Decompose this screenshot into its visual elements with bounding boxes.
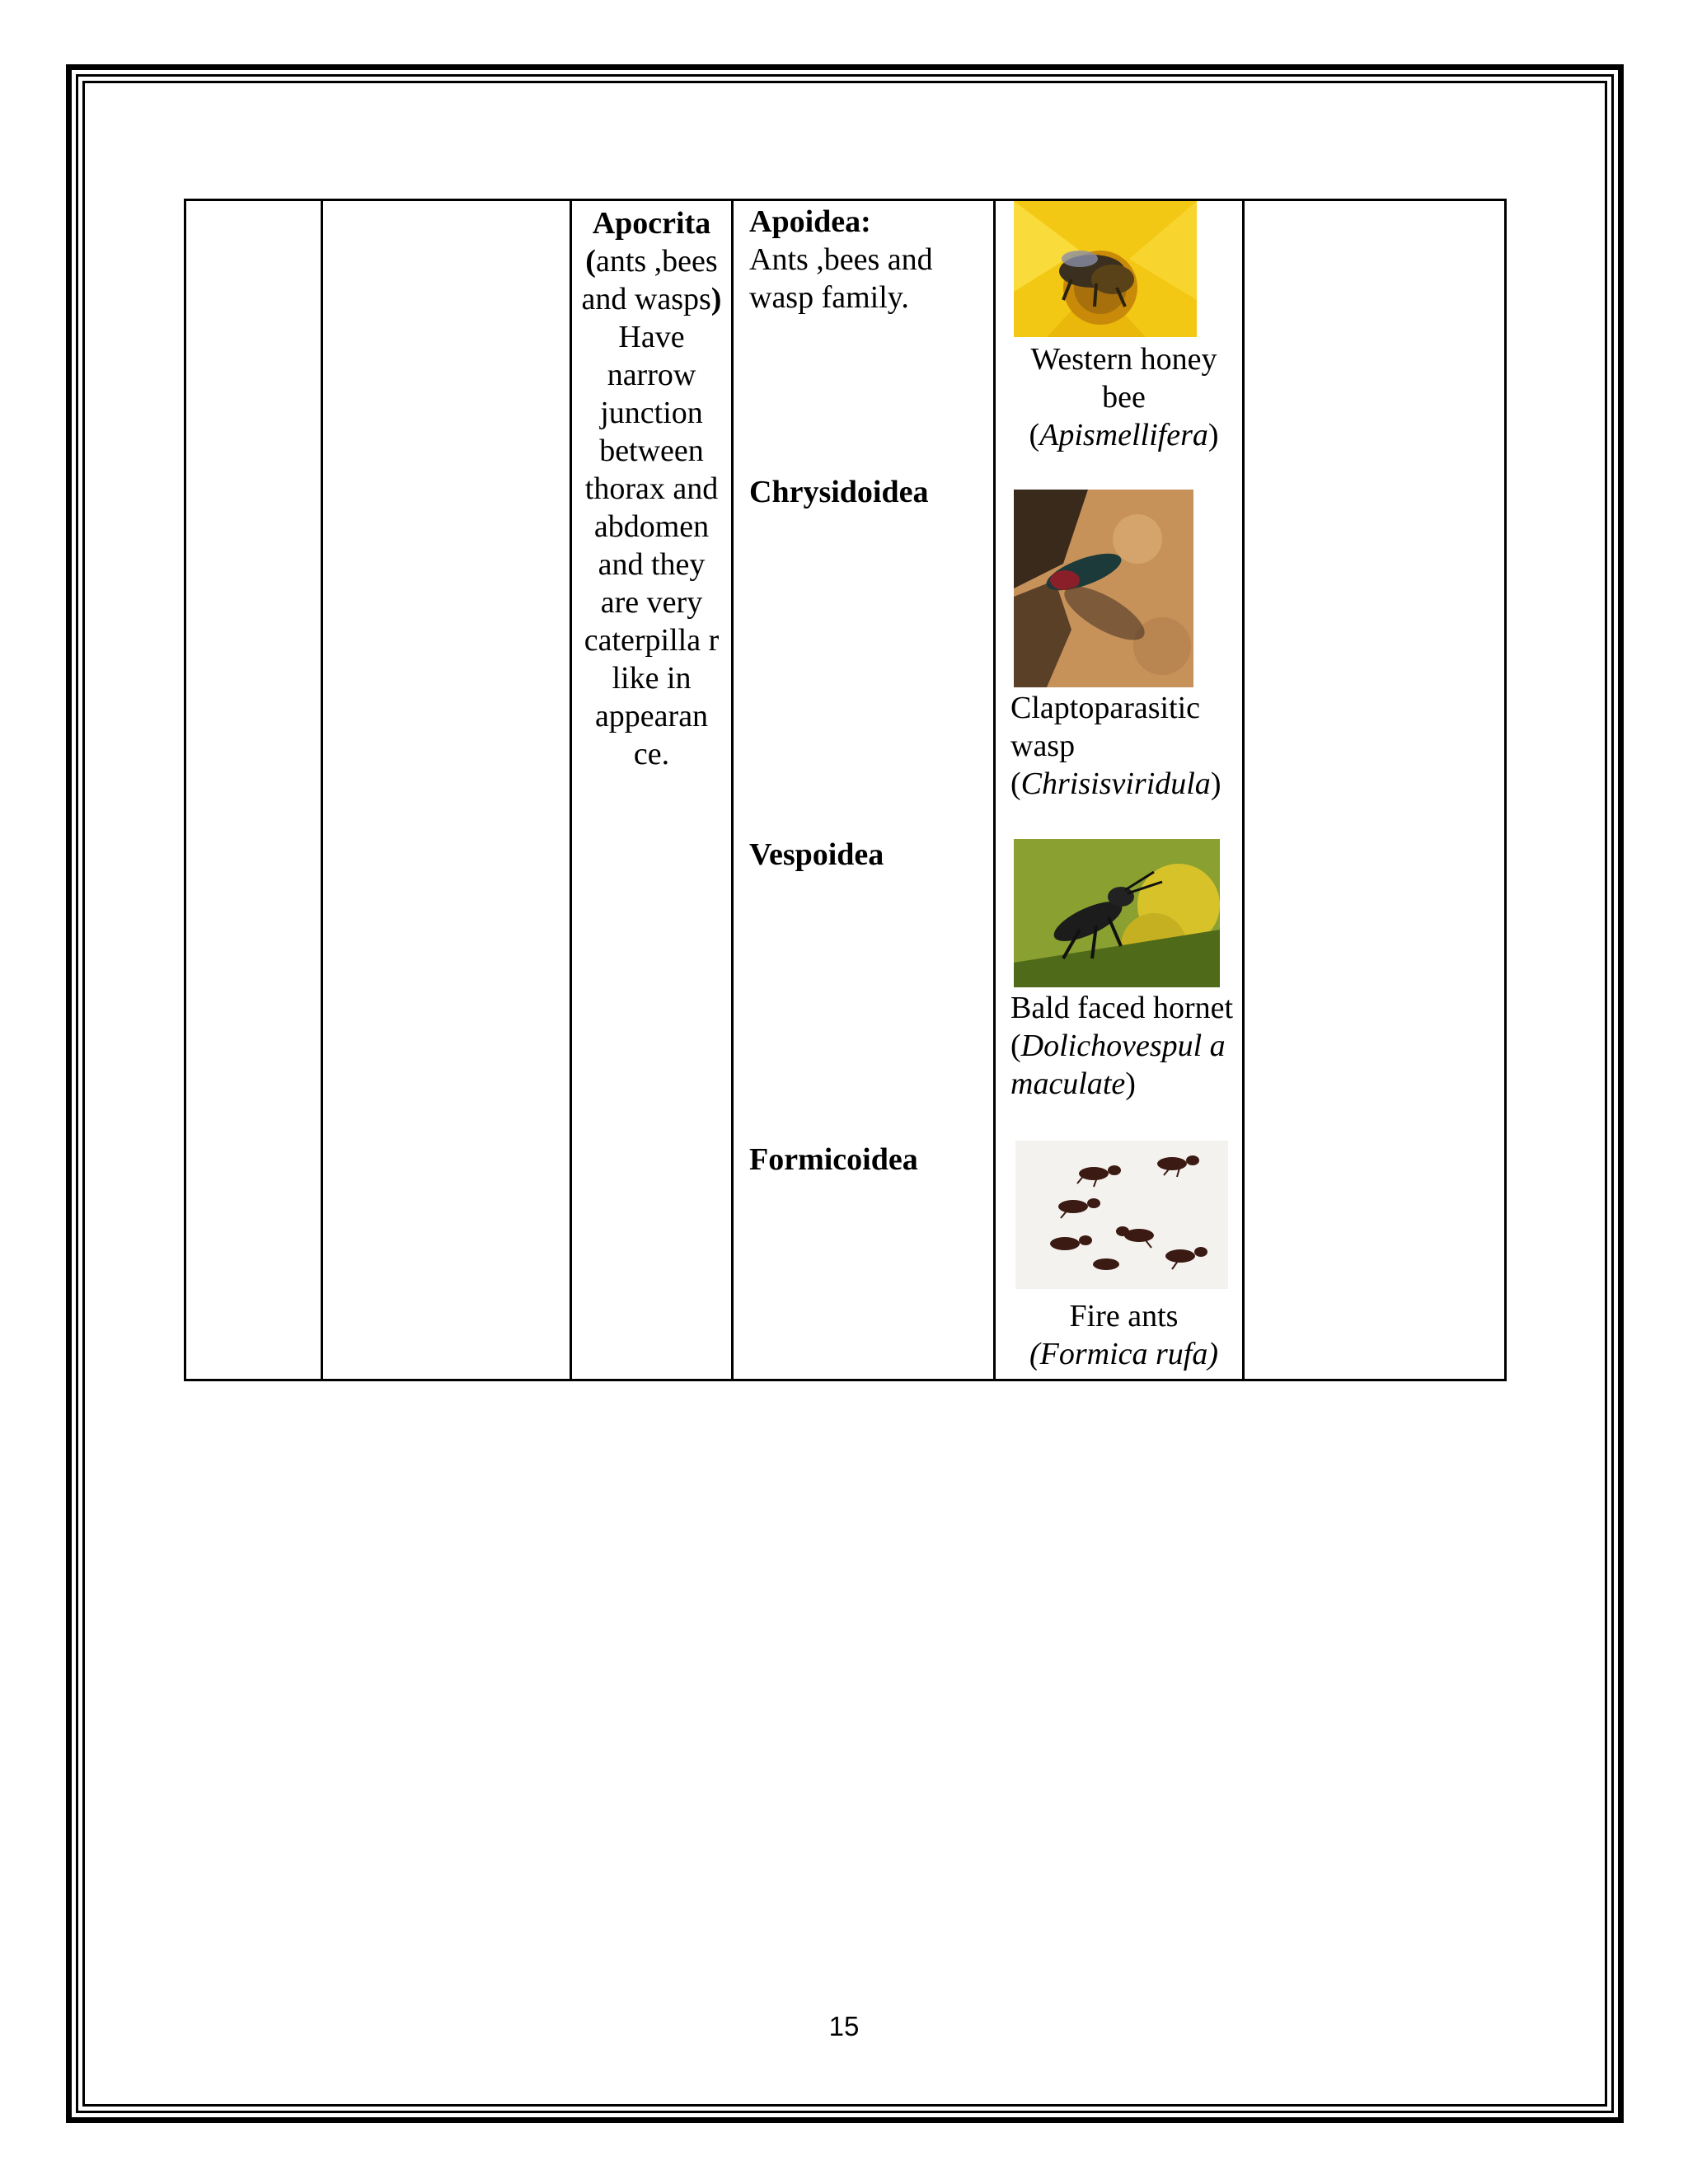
species-wasp <box>1010 490 1237 803</box>
species-latin-name: (Chrisisviridula) <box>1010 766 1221 801</box>
fire-ants-photo <box>1015 1141 1228 1289</box>
species-common-name: Fire ants <box>1069 1299 1179 1333</box>
species-fire-ants <box>1010 1141 1237 1373</box>
page-number: 15 <box>828 2011 860 2041</box>
suborder-description: Have narrow junction between thorax and abdomen and they are very caterpilla r like in appearan ce. <box>584 320 720 771</box>
species-common-name: Western honey bee <box>1030 342 1217 415</box>
superfamily-vespoidea: Vespoidea <box>749 837 884 872</box>
superfamily-chrysidoidea: Chrysidoidea <box>749 475 929 509</box>
superfamily-description: Ants ,bees and wasp family. <box>749 242 933 315</box>
taxonomy-table <box>184 199 1507 1381</box>
honey-bee-photo <box>1014 201 1197 337</box>
suborder-cell <box>571 200 733 1380</box>
superfamily-apoidea <box>749 203 988 316</box>
superfamily-formicoidea: Formicoidea <box>749 1142 918 1177</box>
suborder-name: Apocrita <box>592 206 711 241</box>
suborder-close-paren: ) <box>710 282 722 316</box>
suborder-open-paren: ( <box>585 244 596 279</box>
superfamily-name: Apoidea: <box>749 204 871 239</box>
species-honey-bee <box>1010 201 1237 454</box>
superfamily-cell <box>733 200 995 1380</box>
species-latin-name: (Dolichovespul a maculate) <box>1010 1029 1226 1101</box>
suborder-common-names: ants ,bees and wasps <box>581 244 718 316</box>
hornet-photo <box>1014 839 1220 987</box>
wasp-photo <box>1014 490 1193 687</box>
species-latin-name: (Apismellifera) <box>1029 418 1219 452</box>
empty-cell-6 <box>1244 200 1506 1380</box>
empty-cell-2 <box>322 200 571 1380</box>
species-common-name: Claptoparasitic wasp <box>1010 691 1201 763</box>
species-hornet <box>1010 839 1237 1103</box>
species-cell <box>995 200 1244 1380</box>
species-common-name: Bald faced hornet <box>1010 991 1234 1025</box>
species-latin-name: (Formica rufa) <box>1029 1337 1219 1371</box>
table-row <box>185 200 1506 1380</box>
empty-cell-1 <box>185 200 322 1380</box>
